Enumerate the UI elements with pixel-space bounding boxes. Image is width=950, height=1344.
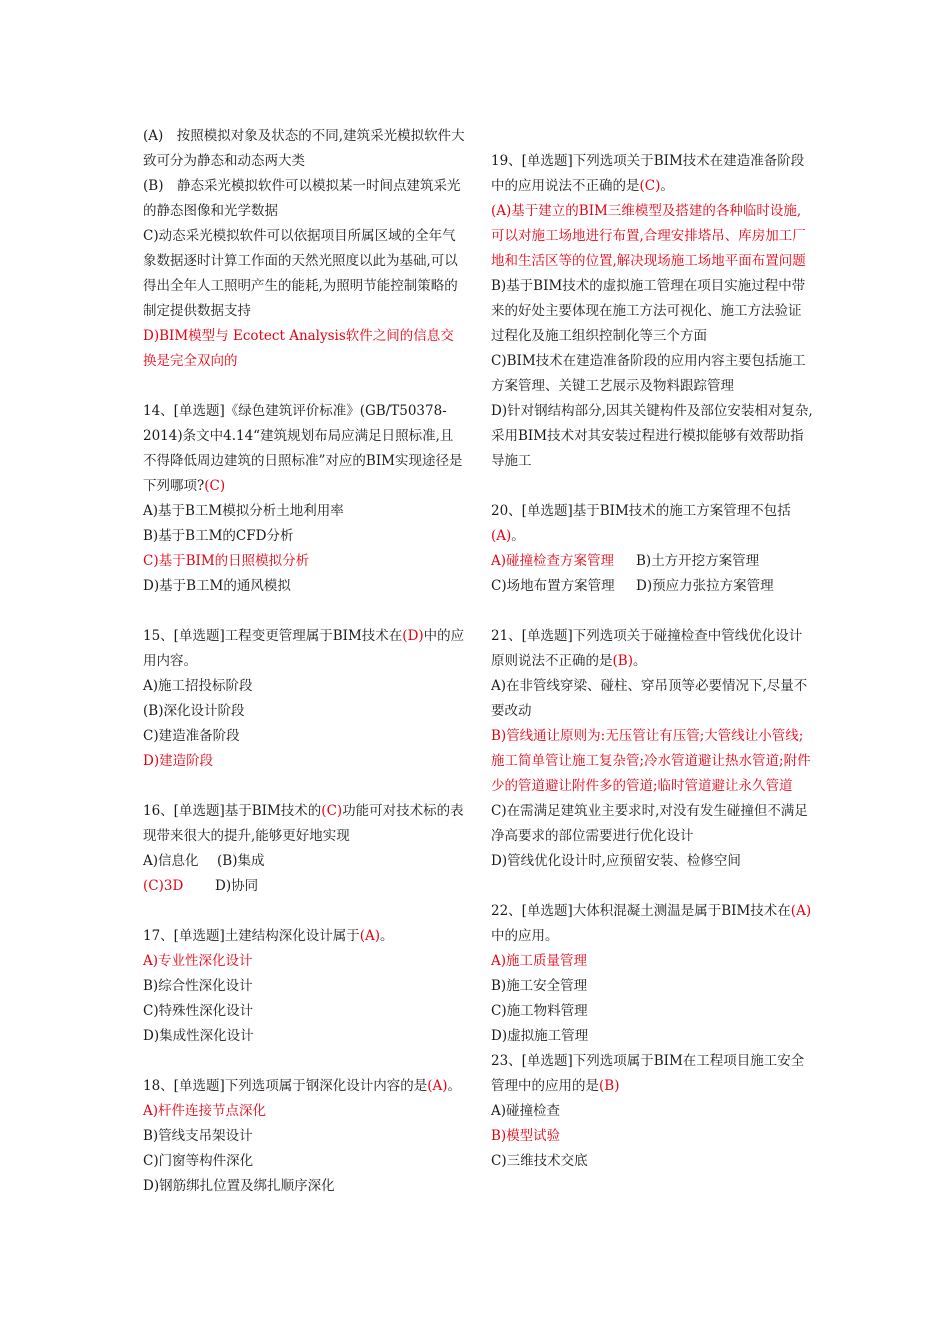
option-b: B)基于BIM技术的虚拟施工管理在项目实施过程中带来的好处主要体现在施工方法可视化、施工方法验证过程化及施工组织控制化等三个方面: [491, 278, 806, 344]
option-c-answer: (C)3D: [143, 878, 184, 894]
option-b: B)施工安全管理: [491, 978, 588, 994]
option-row-cd: [143, 874, 465, 899]
answer-mark: (C): [639, 178, 661, 194]
option-d: D)虚拟施工管理: [491, 1028, 589, 1044]
question-stem: 18、[单选题]下列选项属于钢深化设计内容的是(A)。: [143, 1078, 462, 1094]
option-c-answer: C)基于BIM的日照模拟分析: [143, 553, 310, 569]
option-d: D)协同: [215, 878, 259, 894]
option-b: (B) 静态采光模拟软件可以模拟某一时间点建筑采光的静态图像和光学数据: [143, 178, 461, 219]
option-row-ab: [491, 549, 813, 574]
question-stem: 15、[单选题]工程变更管理属于BIM技术在(D)中的应用内容。: [143, 628, 465, 669]
question-stem: 22、[单选题]大体积混凝土测温是属于BIM技术在(A)中的应用。: [491, 903, 812, 944]
option-a: A)施工招投标阶段: [143, 678, 253, 694]
option-d: D)针对钢结构部分,因其关键构件及部位安装相对复杂,采用BIM技术对其安装过程进行模拟能够有效帮助指导施工: [491, 403, 813, 469]
option-a-answer: A)施工质量管理: [491, 953, 588, 969]
question-22: [491, 899, 813, 1049]
option-b: B)综合性深化设计: [143, 978, 253, 994]
option-a: A)在非管线穿梁、碰柱、穿吊顶等必要情况下,尽量不要改动: [491, 678, 808, 719]
option-b: B)土方开挖方案管理: [636, 553, 760, 569]
question-stem: 17、[单选题]土建结构深化设计属于(A)。: [143, 928, 394, 944]
answer-mark: (A): [359, 928, 381, 944]
question-23: [491, 1049, 813, 1174]
question-16: [143, 799, 465, 899]
question-stem: 14、[单选题]《绿色建筑评价标准》(GB/T50378-2014)条文中4.14“建筑规划布局应满足日照标准,且不得降低周边建筑的日照标准”对应的BIM实现途径是下列哪项?(C): [143, 403, 463, 494]
option-b-answer: B)管线通让原则为:无压管让有压管;大管线让小管线;施工简单管让施工复杂管;冷水管道避让热水管道;附件少的管道避让附件多的管道;临时管道避让永久管道: [491, 728, 811, 794]
option-c: C)建造准备阶段: [143, 728, 240, 744]
question-14: [143, 399, 465, 599]
option-c: C)特殊性深化设计: [143, 1003, 254, 1019]
answer-mark: (C): [321, 803, 343, 819]
answer-mark: (C): [204, 478, 226, 494]
option-c: C)门窗等构件深化: [143, 1153, 254, 1169]
option-b: B)管线支吊架设计: [143, 1128, 253, 1144]
question-18: [143, 1074, 465, 1199]
option-a-answer: A)专业性深化设计: [143, 953, 253, 969]
option-a: A)碰撞检查: [491, 1103, 561, 1119]
option-a: (A)基于建立的BIM三维模型及搭建的各种临时设施,可以对施工场地进行布置,合理安排塔吊、库房加工厂地和生活区等的位置,解决现场施工场地平面布置问题: [491, 203, 806, 269]
left-column: [143, 124, 465, 1199]
option-b: (B)深化设计阶段: [143, 703, 245, 719]
option-b-answer: B)模型试验: [491, 1128, 561, 1144]
option-d: D)基于B工M的通风模拟: [143, 578, 291, 594]
option-a: A)基于B工M模拟分析土地利用率: [143, 503, 344, 519]
question-stem: 16、[单选题]基于BIM技术的(C)功能可对技术标的表现带来很大的提升,能够更好地实现: [143, 803, 464, 844]
option-d-answer: D)BIM模型与 Ecotect Analysis软件之间的信息交换是完全双向的: [143, 328, 454, 369]
question-17: [143, 924, 465, 1049]
option-d: D)管线优化设计时,应预留安装、检修空间: [491, 853, 741, 869]
question-15: [143, 624, 465, 774]
question-19: [491, 149, 813, 474]
option-a-answer: A)碰撞检查方案管理: [491, 553, 615, 569]
question-stem: 23、[单选题]下列选项属于BIM在工程项目施工安全管理中的应用的是(B): [491, 1053, 805, 1094]
question-stem: 20、[单选题]基于BIM技术的施工方案管理不包括(A)。: [491, 503, 791, 544]
answer-mark: (A): [790, 903, 812, 919]
option-c-answer: C)BIM技术在建造准备阶段的应用内容主要包括施工方案管理、关键工艺展示及物料跟踪管理: [491, 353, 806, 394]
question-stem: 21、[单选题]下列选项关于碰撞检查中管线优化设计原则说法不正确的是(B)。: [491, 628, 803, 669]
question-20: [491, 499, 813, 599]
option-d-answer: D)建造阶段: [143, 753, 214, 769]
option-b: (B)集成: [217, 853, 265, 869]
option-d: D)预应力张拉方案管理: [636, 578, 774, 594]
option-b: B)基于B工M的CFD分析: [143, 528, 294, 544]
question-13-continued: [143, 124, 465, 374]
option-d: D)钢筋绑扎位置及绑扎顺序深化: [143, 1178, 335, 1194]
question-stem: 19、[单选题]下列选项关于BIM技术在建造准备阶段中的应用说法不正确的是(C)。: [491, 153, 805, 194]
option-a: (A) 按照模拟对象及状态的不同,建筑采光模拟软件大致可分为静态和动态两大类: [143, 128, 465, 169]
answer-mark: (B): [612, 653, 633, 669]
option-a: A)信息化: [143, 853, 199, 869]
question-21: [491, 624, 813, 874]
option-c: C)施工物料管理: [491, 1003, 588, 1019]
option-c: C)动态采光模拟软件可以依据项目所属区域的全年气象数据逐时计算工作面的天然光照度以此为基础,可以得出全年人工照明产生的能耗,为照明节能控制策略的制定提供数据支持: [143, 228, 458, 319]
right-column: [491, 149, 813, 1174]
option-c: C)场地布置方案管理: [491, 578, 615, 594]
option-row-ab: [143, 849, 465, 874]
answer-mark: (B): [599, 1078, 620, 1094]
option-c: C)在需满足建筑业主要求时,对没有发生碰撞但不满足净高要求的部位需要进行优化设计: [491, 803, 808, 844]
option-row-cd: [491, 574, 813, 599]
answer-mark: (A): [491, 528, 512, 544]
option-a-answer: A)杆件连接节点深化: [143, 1103, 267, 1119]
answer-mark: (D): [402, 628, 424, 644]
option-d: D)集成性深化设计: [143, 1028, 254, 1044]
answer-mark: (A): [427, 1078, 448, 1094]
option-c: C)三维技术交底: [491, 1153, 588, 1169]
